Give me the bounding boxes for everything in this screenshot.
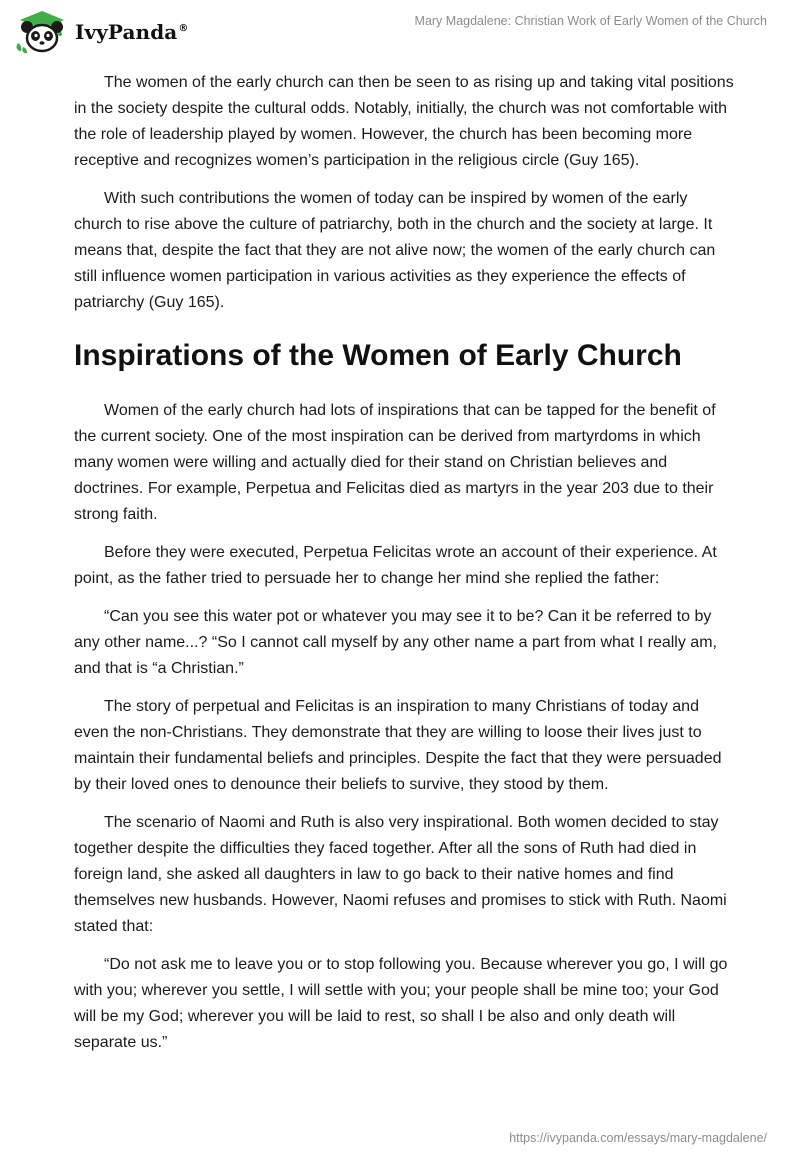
quote-paragraph: “Can you see this water pot or whatever you may see it to be? Can it be referred to by any other name...? “So I cannot call myself by any other name a part from what I really am, and that is “a Christian.”: [74, 608, 717, 677]
logo-wordmark: [75, 20, 188, 44]
registered-mark: ®: [178, 23, 189, 35]
quote-paragraph: “Do not ask me to leave you or to stop following you. Because wherever you go, I will go with you; wherever you settle, I will settle with you; your people shall be mine too; your God will be my God; wherever you will be laid to rest, so shall I be also and only death will separate us.”: [74, 956, 728, 1051]
source-url[interactable]: https://ivypanda.com/essays/mary-magdalene/: [509, 1131, 767, 1145]
logo-text: IvyPanda: [75, 20, 178, 44]
paragraph: The scenario of Naomi and Ruth is also very inspirational. Both women decided to stay together despite the difficulties they faced together. After all the sons of Ruth had died in foreign land, she asked all daughters in law to go back to their native homes and find themselves new husbands. However, Naomi refuses and promises to stick with Ruth. Naomi stated that:: [74, 814, 727, 935]
page-header: [0, 0, 800, 64]
panda-graduate-icon: [14, 9, 70, 55]
paragraph: Before they were executed, Perpetua Felicitas wrote an account of their experience. At point, as the father tried to persuade her to change her mind she replied the father:: [74, 544, 717, 587]
paragraph: The women of the early church can then be seen to as rising up and taking vital positions in the society despite the cultural odds. Notably, initially, the church was not comfortable with the role of leadership played by women. However, the church has been becoming more receptive and recognizes women’s participation in the religious circle (Guy 165).: [74, 74, 734, 169]
document-title: Mary Magdalene: Christian Work of Early Women of the Church: [414, 14, 767, 28]
paragraph: Women of the early church had lots of inspirations that can be tapped for the benefit of the current society. One of the most inspiration can be derived from martyrdoms in which many women were willing and actually died for their stand on Christian believes and doctrines. For example, Perpetua and Felicitas died as martyrs in the year 203 due to their strong faith.: [74, 402, 716, 523]
essay-content: [74, 70, 734, 1068]
paragraph: The story of perpetual and Felicitas is an inspiration to many Christians of today and even the non-Christians. They demonstrate that they are willing to loose their lives just to maintain their fundamental beliefs and principles. Despite the fact that they were persuaded by their loved ones to denounce their beliefs to survive, they stood by them.: [74, 698, 722, 793]
paragraph: With such contributions the women of today can be inspired by women of the early church to rise above the culture of patriarchy, both in the church and the society at large. It means that, despite the fact that they are not alive now; the women of the early church can still influence women participation in various activities as they experience the effects of patriarchy (Guy 165).: [74, 190, 716, 311]
section-heading: Inspirations of the Women of Early Church: [74, 339, 682, 372]
site-logo[interactable]: [14, 6, 188, 58]
